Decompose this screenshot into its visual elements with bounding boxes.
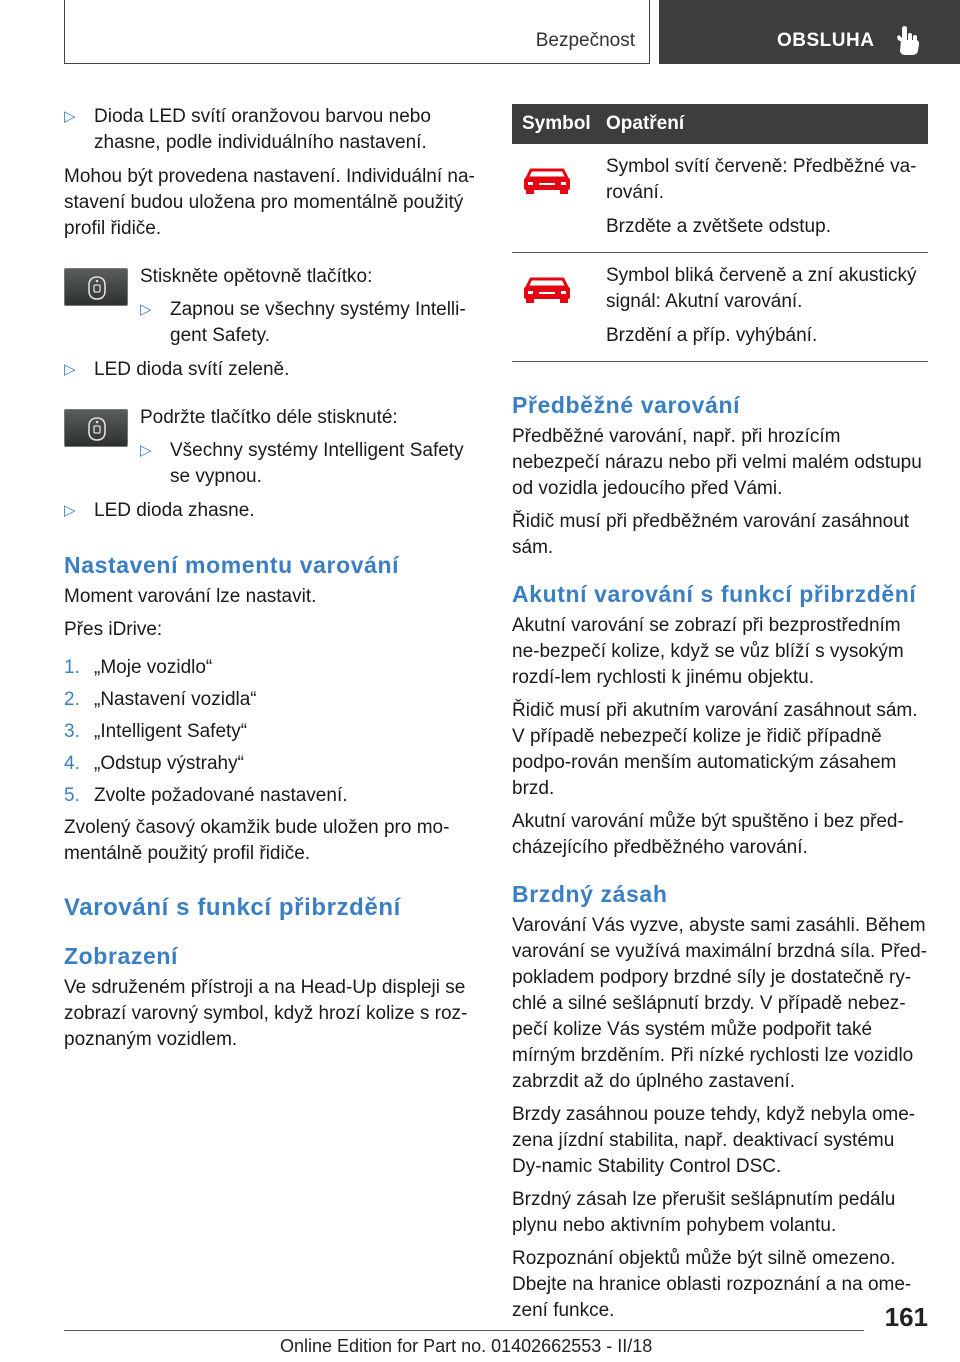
triangle-bullet-icon: ▷ (64, 502, 76, 519)
page-number: 161 (884, 1302, 928, 1332)
list-item (64, 357, 476, 383)
step-text: „Intelligent Safety“ (94, 721, 248, 742)
paragraph: Rozpoznání objektů může být silně omezeno. Dbejte na hranice oblasti rozpoznání a na ome-zení funkce. (512, 1248, 912, 1321)
safety-shield-icon (88, 417, 106, 441)
paragraph: Brzdění a příp. vyhýbání. (606, 325, 818, 346)
paragraph: Ve sdruženém přístroji a na Head-Up displeji se zobrazí varovný symbol, když hrozí kolize s roz-poznaným vozidlem. (64, 977, 468, 1050)
hand-pointer-icon (892, 24, 922, 56)
step-number: 2. (64, 689, 80, 710)
triangle-bullet-icon: ▷ (64, 361, 76, 378)
step-item (64, 783, 476, 809)
bullet-text: LED dioda zhasne. (94, 500, 255, 521)
footer-edition: Online Edition for Part no. 01402662553 - II/18 (280, 1336, 653, 1356)
bullet-text: Zapnou se všechny systémy Intelli-gent Safety. (170, 299, 466, 346)
list-item (140, 297, 476, 349)
section-title: Bezpečnost (535, 30, 635, 51)
step-text: Zvolte požadované nastavení. (94, 785, 348, 806)
table-row (512, 144, 928, 253)
header-section-box (64, 0, 650, 64)
red-car-warning-icon (522, 166, 572, 196)
paragraph: Mohou být provedena nastavení. Individuální na-stavení budou uložena pro momentálně použitý profil řidiče. (64, 166, 475, 239)
bullet-text: Všechny systémy Intelligent Safety se vypnou. (170, 440, 464, 487)
heading-akutni: Akutní varování s funkcí přibrzdění (512, 581, 917, 607)
paragraph: Moment varování lze nastavit. (64, 586, 317, 607)
heading-predbezne: Předběžné varování (512, 392, 741, 418)
symbol-cell (512, 144, 606, 253)
table-header-row (512, 104, 928, 144)
paragraph: Stiskněte opětovně tlačítko: (140, 266, 373, 287)
chapter-title: OBSLUHA (777, 30, 875, 51)
paragraph: Varování Vás vyzve, abyste sami zasáhli. Během varování se využívá maximální brzdná síla. Před-pokladem podpory brzdné síly je dostatečně ry-chlé a silné sešlápnutí brzdy. V případě nebez-pečí kolize Vás systém může podpořit také mírným brzděním. Při nízké rychlosti lze vozidlo zabrzdit až do úplného zastavení. (512, 915, 928, 1092)
triangle-bullet-icon: ▷ (140, 442, 152, 459)
step-item (64, 751, 476, 777)
paragraph: Akutní varování může být spuštěno i bez před-cházejícího předběžného varování. (512, 811, 904, 858)
column-header-opatreni: Opatření (606, 104, 928, 144)
list-item (140, 438, 476, 490)
list-item (64, 498, 476, 524)
left-column (64, 104, 476, 1060)
bullet-text: Dioda LED svítí oranžovou barvou nebo zhasne, podle individuálního nastavení. (94, 106, 431, 153)
safety-shield-icon (88, 276, 106, 300)
column-header-symbol: Symbol (512, 104, 606, 144)
triangle-bullet-icon: ▷ (64, 108, 76, 125)
heading-zobrazeni: Zobrazení (64, 943, 179, 969)
table-row (512, 253, 928, 362)
paragraph: Podržte tlačítko déle stisknuté: (140, 407, 398, 428)
heading-brzdny: Brzdný zásah (512, 881, 668, 907)
action-cell (606, 144, 928, 253)
paragraph: Brzdný zásah lze přerušit sešlápnutím pedálu plynu nebo aktivním pohybem volantu. (512, 1189, 896, 1236)
triangle-bullet-icon: ▷ (140, 301, 152, 318)
step-text: „Nastavení vozidla“ (94, 689, 257, 710)
step-number: 5. (64, 785, 80, 806)
paragraph: Řidič musí při akutním varování zasáhnout sám. V případě nebezpečí kolize je řidič případně podpo-rován menším automatickým zásahem brzd. (512, 700, 918, 799)
step-text: „Odstup výstrahy“ (94, 753, 244, 774)
symbol-cell (512, 253, 606, 362)
paragraph: Symbol svítí červeně: Předběžné va-rování. (606, 156, 917, 203)
paragraph: Zvolený časový okamžik bude uložen pro mo-mentálně použitý profil řidiče. (64, 817, 450, 864)
paragraph: Brzděte a zvětšete odstup. (606, 216, 831, 237)
step-number: 3. (64, 721, 80, 742)
step-item (64, 655, 476, 681)
button-instruction (64, 405, 476, 490)
intelligent-safety-button-image (64, 268, 128, 306)
footer-divider (64, 1330, 864, 1331)
header-chapter-box (659, 0, 960, 64)
intelligent-safety-button-image (64, 409, 128, 447)
heading-nastaveni: Nastavení momentu varování (64, 552, 400, 578)
step-number: 4. (64, 753, 80, 774)
red-car-warning-icon (522, 275, 572, 305)
button-instruction (64, 264, 476, 349)
paragraph: Přes iDrive: (64, 619, 163, 640)
paragraph: Brzdy zasáhnou pouze tehdy, když nebyla ome-zena jízdní stabilita, např. deaktivací systému Dy-namic Stability Control DSC. (512, 1104, 916, 1177)
paragraph: Symbol bliká červeně a zní akustický signál: Akutní varování. (606, 265, 917, 312)
bullet-text: LED dioda svítí zeleně. (94, 359, 290, 380)
step-text: „Moje vozidlo“ (94, 657, 213, 678)
paragraph: Řidič musí při předběžném varování zasáhnout sám. (512, 511, 910, 558)
action-cell (606, 253, 928, 362)
paragraph: Předběžné varování, např. při hrozícím nebezpečí nárazu nebo při velmi malém odstupu od vozidla jedoucího před Vámi. (512, 426, 922, 499)
step-item (64, 719, 476, 745)
step-item (64, 687, 476, 713)
paragraph: Akutní varování se zobrazí při bezprostředním ne-bezpečí kolize, když se vůz blíží s vysokým rozdí-lem rychlosti k jinému objektu. (512, 615, 904, 688)
right-column (512, 104, 928, 1331)
heading-varovani: Varování s funkcí přibrzdění (64, 894, 401, 921)
list-item (64, 104, 476, 156)
symbol-table (512, 104, 928, 362)
step-number: 1. (64, 657, 80, 678)
